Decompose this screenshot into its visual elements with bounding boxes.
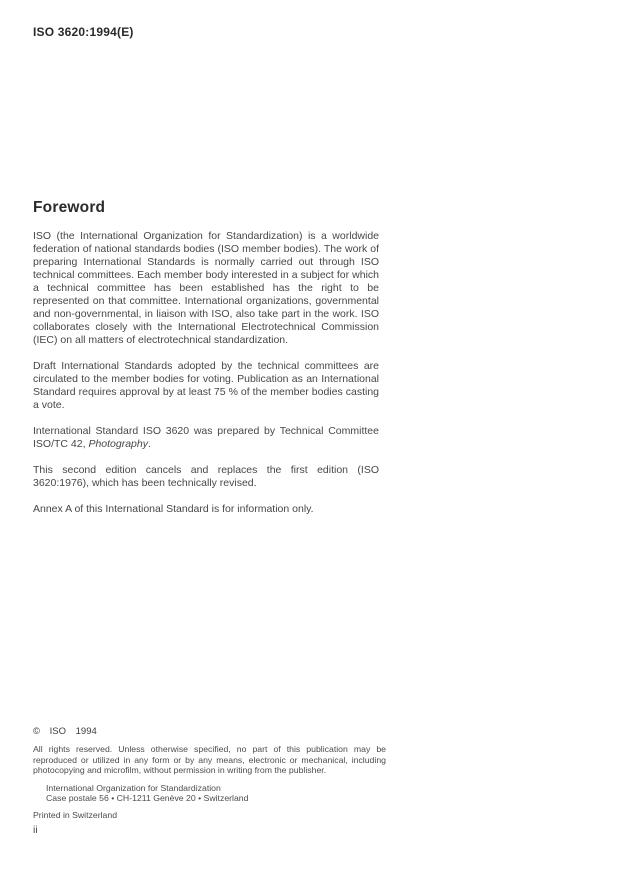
committee-name-italic: Photography [88, 438, 148, 450]
document-reference: ISO 3620:1994(E) [33, 25, 134, 39]
publisher-address: Case postale 56 • CH-1211 Genève 20 • Switzerland [46, 793, 249, 803]
foreword-heading: Foreword [33, 199, 106, 216]
copyright-line: © ISO 1994 [33, 726, 97, 737]
rights-notice: All rights reserved. Unless otherwise specified, no part of this publication may be reproduced or utilized in any form or by any means, electronic or mechanical, including photocopying and microfilm, without permission in writing from the publisher. [33, 744, 386, 775]
page-footer [33, 726, 386, 820]
paragraph-draft-standards: Draft International Standards adopted by the technical committees are circulated to the member bodies for voting. Publication as an International Standard requires approval by at least 75 % of the member bodies casting a vote. [33, 360, 379, 411]
prepared-by-text: International Standard ISO 3620 was prepared by Technical Committee ISO/TC 42, [33, 425, 379, 450]
paragraph-second-edition: This second edition cancels and replaces the first edition (ISO 3620:1976), which has been technically revised. [33, 464, 379, 489]
paragraph-prepared-by [33, 425, 379, 451]
publisher-block [46, 783, 386, 804]
page-number: ii [33, 824, 38, 836]
paragraph-annex-note: Annex A of this International Standard is for information only. [33, 503, 314, 515]
publisher-name: International Organization for Standardization [46, 782, 221, 793]
prepared-by-period: . [147, 438, 151, 450]
printed-in-line: Printed in Switzerland [33, 809, 118, 820]
foreword-section [33, 199, 379, 529]
paragraph-iso-description: ISO (the International Organization for Standardization) is a worldwide federation of national standards bodies (ISO member bodies). The work of preparing International Standards is normally carried out through ISO technical committees. Each member body interested in a subject for which a technical committee has been established has the right to be represented on that committee. International organizations, governmental and non-governmental, in liaison with ISO, also take part in the work. ISO collaborates closely with the International Electrotechnical Commission (IEC) on all matters of electrotechnical standardization. [33, 230, 379, 346]
